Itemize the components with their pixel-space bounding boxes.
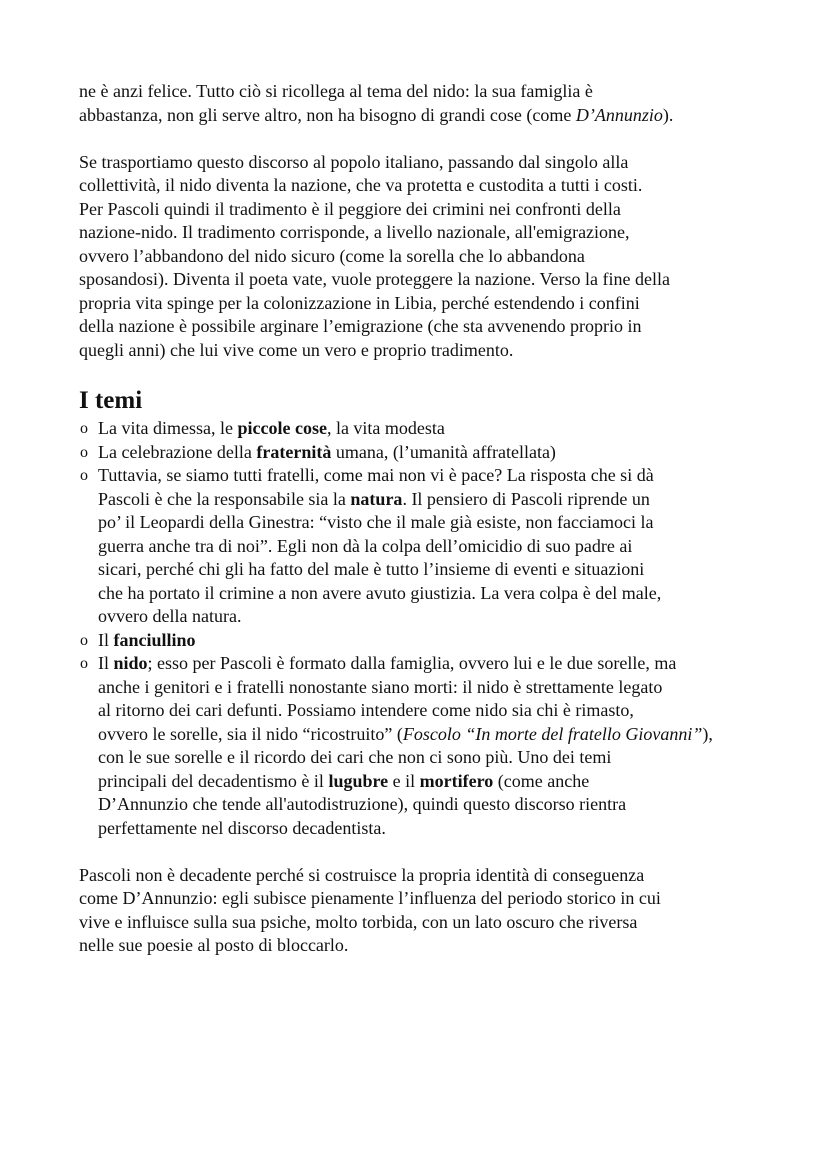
text-line [98,723,779,747]
text-run: vive e influisce sulla sua psiche, molto torbida, con un lato oscuro che riversa [79,911,638,932]
list-item [79,464,779,629]
bullet-icon: o [80,655,88,672]
text-line [98,676,779,700]
section-heading: I temi [79,387,143,414]
text-run: al ritorno dei cari defunti. Possiamo intendere come nido sia chi è rimasto, [98,700,634,720]
text-run: anche i genitori e i fratelli nonostante siano morti: il nido è strettamente legato [98,676,663,697]
text-line [79,934,779,958]
text-line [98,511,779,535]
text-run: principali del decadentismo è il [98,770,329,791]
text-line [79,104,779,128]
text-run: ne è anzi felice. Tutto ciò si ricollega al tema del nido: la sua famiglia è [79,81,593,101]
text-run: , la vita modesta [326,418,445,438]
text-run: D’Annunzio che tende all'autodistruzione), quindi questo discorso rientra [98,794,627,814]
text-line [79,174,779,198]
italic-text: D’Annunzio [575,104,663,125]
text-line [98,558,779,582]
text-run: ovvero le sorelle, sia il nido “ricostruito” ( [98,723,403,744]
text-run: guerra anche tra di noi”. Egli non dà la colpa dell’omicidio di suo padre ai [98,535,633,556]
paragraph [79,864,779,958]
text-run: sicari, perché chi gli ha fatto del male è tutto l’insieme di eventi e situazioni [98,559,645,579]
text-line [98,441,779,465]
document-page [79,80,779,981]
text-line [98,464,779,488]
text-run: Se trasportiamo questo discorso al popolo italiano, passando dal singolo alla [79,151,629,172]
text-line [79,315,779,339]
bullet-icon: o [80,443,88,461]
text-run: umana, (l’umanità affratellata) [331,441,556,462]
text-run: come D’Annunzio: egli subisce pienamente l’influenza del periodo storico in cui [79,888,661,908]
text-line [79,245,779,269]
text-run: e il [388,770,420,791]
text-run: nazione-nido. Il tradimento corrisponde, a livello nazionale, all'emigrazione, [79,222,630,242]
text-line [79,339,779,363]
intro-paragraphs [79,80,779,362]
text-run: abbastanza, non gli serve altro, non ha bisogno di grandi cose (come [79,104,576,125]
text-line [98,582,779,606]
text-run: sposandosi). Diventa il poeta vate, vuole proteggere la nazione. Verso la fine della [79,269,670,289]
text-line [79,221,779,245]
text-run: ; esso per Pascoli è formato dalla famiglia, ovvero lui e le due sorelle, ma [147,653,677,673]
text-run: quegli anni) che lui vive come un vero e proprio tradimento. [79,339,514,360]
text-run: Pascoli è che la responsabile sia la [98,488,351,509]
bullet-icon: o [80,420,88,437]
text-line [98,746,779,770]
text-run: della nazione è possibile arginare l’emigrazione (che sta avvenendo proprio in [79,316,642,336]
text-line [79,151,779,175]
bold-text: piccole cose [237,418,327,438]
text-run: che ha portato il crimine a non avere avuto giustizia. La vera colpa è del male, [98,582,662,603]
text-line [98,535,779,559]
text-run: ), [702,723,713,744]
text-run: La vita dimessa, le [98,418,238,438]
bold-text: lugubre [328,770,389,791]
list-item [79,417,779,441]
text-line [79,911,779,935]
text-run: Tuttavia, se siamo tutti fratelli, come mai non vi è pace? La risposta che si dà [98,465,654,485]
closing-paragraphs [79,864,779,958]
text-line [98,488,779,512]
text-line [79,268,779,292]
list-item [79,652,779,840]
text-run: propria vita spinge per la colonizzazione in Libia, perché estendendo i confini [79,292,640,313]
text-line [98,770,779,794]
list-item [79,441,779,465]
text-run: ovvero della natura. [98,606,242,626]
bold-text: fanciullino [113,629,196,650]
text-run: Pascoli non è decadente perché si costruisce la propria identità di conseguenza [79,864,645,885]
bold-text: nido [113,653,148,673]
text-run: La celebrazione della [98,441,257,462]
text-line [98,817,779,841]
text-run: po’ il Leopardi della Ginestra: “visto che il male già esiste, non facciamoci la [98,512,654,532]
themes-list [79,417,779,840]
bullet-icon: o [80,631,88,649]
text-line [98,605,779,629]
text-run: collettività, il nido diventa la nazione, che va protetta e custodita a tutti i costi. [79,175,643,195]
text-line [98,699,779,723]
text-run: Il [98,629,114,650]
list-item [79,629,779,653]
text-line [79,864,779,888]
bold-text: mortifero [419,770,494,791]
text-line [98,417,779,441]
text-run: ovvero l’abbandono del nido sicuro (come la sorella che lo abbandona [79,245,585,266]
text-line [98,652,779,676]
paragraph [79,80,779,127]
text-run: . Il pensiero di Pascoli riprende un [402,488,650,509]
text-run: ). [662,104,674,125]
bold-text: fraternità [256,441,332,462]
italic-text: Foscolo “In morte del fratello Giovanni” [402,723,703,744]
text-line [79,887,779,911]
text-line [79,292,779,316]
text-run: perfettamente nel discorso decadentista. [98,817,386,838]
paragraph [79,151,779,363]
text-run: Per Pascoli quindi il tradimento è il peggiore dei crimini nei confronti della [79,198,621,219]
text-line [98,793,779,817]
text-run: con le sue sorelle e il ricordo dei cari che non ci sono più. Uno dei temi [98,747,612,767]
text-line [79,198,779,222]
bullet-icon: o [80,467,88,484]
text-line [79,80,779,104]
text-run: Il [98,653,114,673]
text-line [98,629,779,653]
text-run: (come anche [493,770,590,791]
text-run: nelle sue poesie al posto di bloccarlo. [79,935,349,955]
bold-text: natura [350,488,403,509]
